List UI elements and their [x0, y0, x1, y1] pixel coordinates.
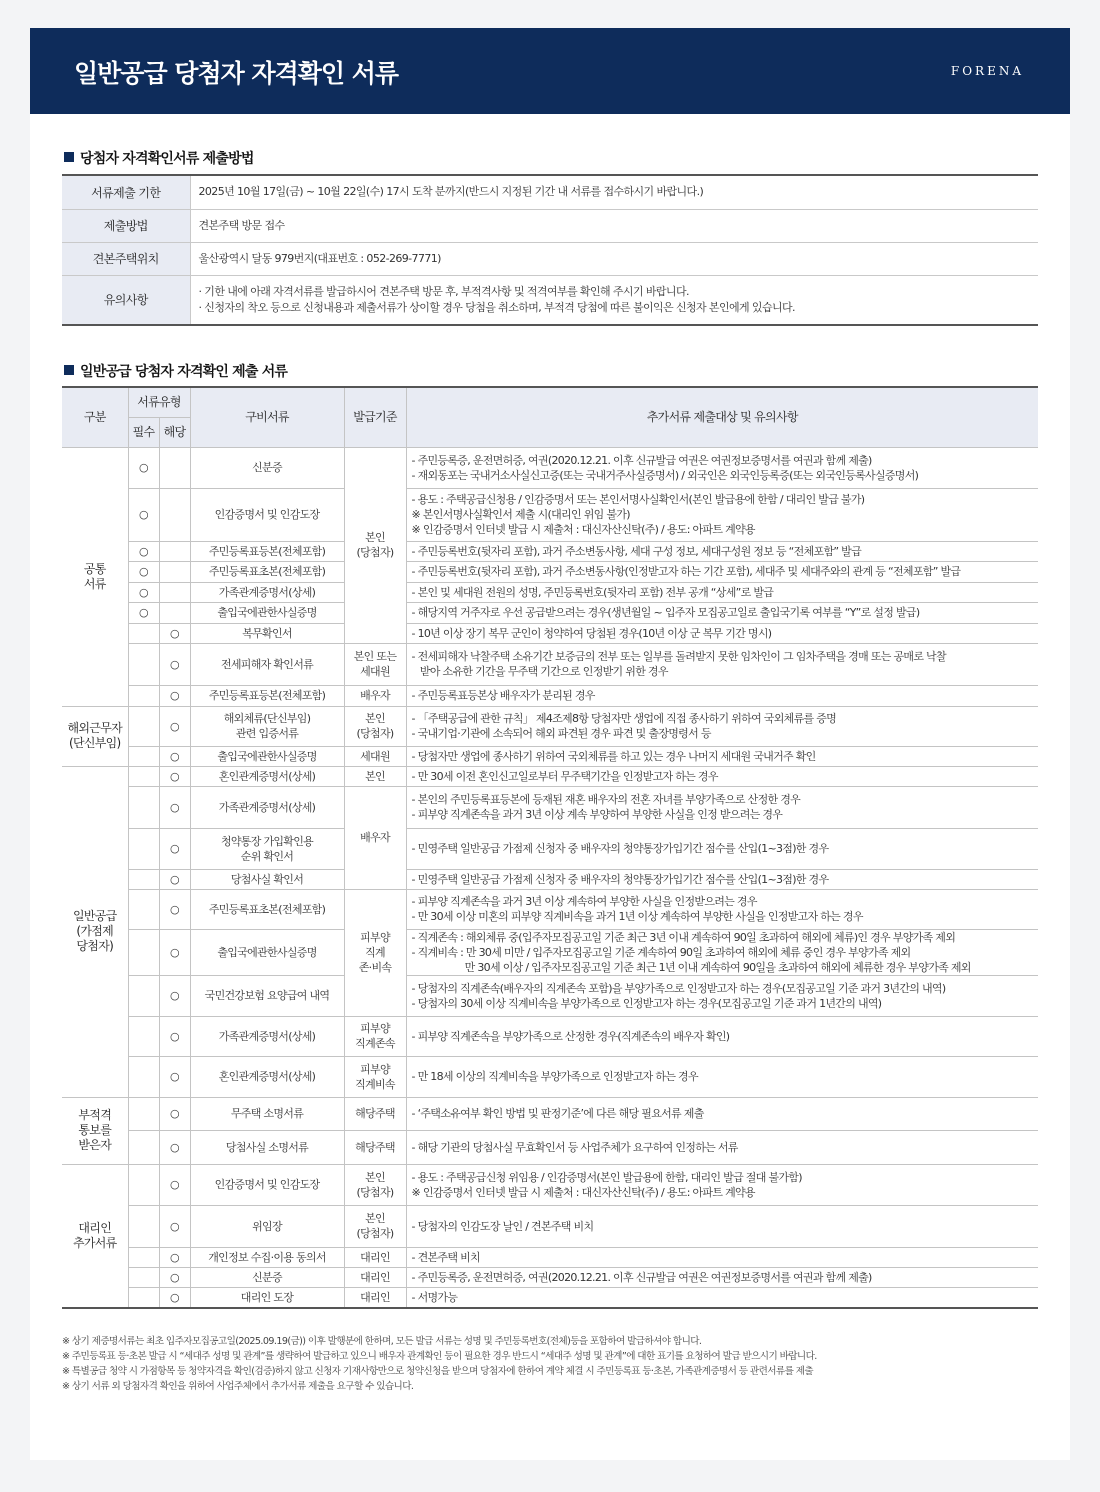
note-line: - 재외동포는 국내거소사실신고증(또는 국내거주사실증명서) / 외국인은 외국인등록증(또는 외국인등록사실증명서) [411, 468, 919, 482]
applicable-mark: ○ [159, 869, 190, 889]
required-documents-table [62, 386, 1038, 1309]
document-name: 위임장 [190, 1205, 344, 1247]
notes-cell [406, 541, 1038, 561]
applicable-mark: ○ [159, 1287, 190, 1308]
notes-cell [406, 643, 1038, 685]
applicable-mark: ○ [159, 643, 190, 685]
document-name: 혼인관계증명서(상세) [190, 1056, 344, 1097]
document-name: 해외체류(단신부임) 관련 입증서류 [190, 706, 344, 746]
submission-row-line: 견본주택 방문 접수 [198, 218, 285, 232]
applicable-mark: ○ [159, 1247, 190, 1267]
notes-cell [406, 1016, 1038, 1056]
submission-row-label: 서류제출 기한 [62, 175, 190, 209]
table-row [62, 1267, 1038, 1287]
required-mark [128, 1247, 159, 1267]
applicable-mark [159, 488, 190, 541]
notes-cell [406, 929, 1038, 975]
document-name: 국민건강보험 요양급여 내역 [190, 975, 344, 1016]
note-line: - 주민등록번호(뒷자리 포함), 과거 주소변동사항(인정받고자 하는 기간 포함), 세대주 및 세대주와의 관계 등 “전체포함” 발급 [411, 565, 961, 578]
note-line: - 당첨자만 생업에 종사하기 위하여 국외체류를 하고 있는 경우 나머지 세대원 국내거주 확인 [411, 749, 816, 763]
basis-cell: 배우자 [344, 786, 406, 889]
note-line: - 만 18세 이상의 직계비속을 부양가족으로 인정받고자 하는 경우 [411, 1070, 698, 1083]
footnote-line: ※ 상기 제증명서류는 최초 입주자모집공고일(2025.09.19(금)) 이후 발행분에 한하며, 모든 발급 서류는 성명 및 주민등록번호(전체)등을 포함하여 발급하셔야 합니다. [62, 1336, 702, 1347]
document-name: 혼인관계증명서(상세) [190, 766, 344, 786]
section-title-documents: 일반공급 당첨자 자격확인 제출 서류 [64, 361, 287, 381]
square-bullet-icon [64, 152, 74, 162]
basis-cell: 피부양 직계 존·비속 [344, 889, 406, 1016]
table-row [62, 786, 1038, 828]
table-row [62, 828, 1038, 869]
table-row [62, 1205, 1038, 1247]
note-line: - 「주택공급에 관한 규칙」 제4조제8항 당첨자만 생업에 직접 종사하기 위하여 국외체류를 증명 [411, 712, 837, 725]
submission-row-value [190, 209, 1038, 242]
applicable-mark [159, 602, 190, 623]
table-row [62, 623, 1038, 643]
notes-cell [406, 786, 1038, 828]
applicable-mark: ○ [159, 685, 190, 706]
notes-cell [406, 1247, 1038, 1267]
document-name: 청약통장 가입확인용 순위 확인서 [190, 828, 344, 869]
required-mark: ○ [128, 561, 159, 582]
note-line: - 본인의 주민등록표등본에 등재된 재혼 배우자의 전혼 자녀를 부양가족으로 산정한 경우 [411, 793, 801, 806]
applicable-mark: ○ [159, 1130, 190, 1164]
required-mark [128, 1016, 159, 1056]
basis-cell: 본인 또는 세대원 [344, 643, 406, 685]
footnote-line: ※ 특별공급 청약 시 가점항목 등 청약자격을 확인(검증)하지 않고 신청자 기재사항만으로 청약신청을 받으며 당첨자에 한하여 계약 체결 시 주민등록표 등·초본, 가족관계증명서 등 관련서류를 제출 [62, 1366, 814, 1377]
notes-cell [406, 561, 1038, 582]
basis-cell: 본인 [344, 766, 406, 786]
required-mark: ○ [128, 488, 159, 541]
note-line: - 만 30세 이상 미혼의 피부양 직계비속을 과거 1년 이상 계속하여 부양한 사실을 인정받고자 하는 경우 [411, 910, 863, 923]
required-mark [128, 685, 159, 706]
required-mark: ○ [128, 602, 159, 623]
applicable-mark [159, 561, 190, 582]
required-mark [128, 786, 159, 828]
applicable-mark [159, 447, 190, 488]
table-row [62, 1016, 1038, 1056]
basis-cell: 대리인 [344, 1267, 406, 1287]
square-bullet-icon [64, 365, 74, 375]
submission-row-line: · 신청자의 착오 등으로 신청내용과 제출서류가 상이할 경우 당첨을 취소하며, 부적격 당첨에 따른 불이익은 신청자 본인에게 있습니다. [198, 300, 795, 314]
note-line: - 주민등록증, 운전면허증, 여권(2020.12.21. 이후 신규발급 여권은 여권정보증명서를 여권과 함께 제출) [411, 453, 872, 467]
applicable-mark: ○ [159, 828, 190, 869]
group-cell-overseas: 해외근무자 (단신부임) [62, 706, 128, 766]
document-page [30, 28, 1070, 1460]
note-line: - 전세피해자 낙찰주택 소유기간 보증금의 전부 또는 일부를 돌려받지 못한 임차인이 그 임차주택을 경매 또는 공매로 낙찰 [411, 650, 946, 663]
required-mark [128, 828, 159, 869]
notes-cell [406, 766, 1038, 786]
note-line: - 국내기업·기관에 소속되어 해외 파견된 경우 파견 및 출장명령서 등 [411, 727, 711, 740]
note-line: - 피부양 직계존속을 과거 3년 이상 계속 부양하여 부양한 사실을 인정 받으려는 경우 [411, 808, 783, 821]
document-name: 복무확인서 [190, 623, 344, 643]
applicable-mark: ○ [159, 975, 190, 1016]
required-mark: ○ [128, 582, 159, 602]
applicable-mark: ○ [159, 1097, 190, 1130]
note-line: - 주민등록표등본상 배우자가 분리된 경우 [411, 689, 595, 702]
basis-cell: 본인 (당첨자) [344, 706, 406, 746]
note-line: - 10년 이상 장기 복무 군인이 청약하여 당첨된 경우(10년 이상 군 복무 기간 명시) [411, 626, 772, 640]
required-mark [128, 889, 159, 929]
note-line: - 견본주택 비치 [411, 1250, 480, 1264]
applicable-mark: ○ [159, 1164, 190, 1205]
applicable-mark: ○ [159, 1205, 190, 1247]
brand-logo: FORENA [950, 64, 1024, 78]
document-name: 가족관계증명서(상세) [190, 786, 344, 828]
document-name: 주민등록표초본(전체포함) [190, 889, 344, 929]
document-name: 당첨사실 확인서 [190, 869, 344, 889]
note-line: - 주민등록증, 운전면허증, 여권(2020.12.21. 이후 신규발급 여권은 여권정보증명서를 여권과 함께 제출) [411, 1270, 872, 1284]
applicable-mark: ○ [159, 1016, 190, 1056]
note-line: - ‘주택소유여부 확인 방법 및 판정기준’에 다른 해당 필요서류 제출 [411, 1107, 704, 1120]
table-row [62, 685, 1038, 706]
required-mark [128, 929, 159, 975]
notes-cell [406, 602, 1038, 623]
document-name: 무주택 소명서류 [190, 1097, 344, 1130]
document-name: 신분증 [190, 447, 344, 488]
note-line: - 만 30세 이전 혼인신고일로부터 무주택기간을 인정받고자 하는 경우 [411, 769, 718, 783]
notes-cell [406, 706, 1038, 746]
note-line: - 당첨자의 인감도장 날인 / 견본주택 비치 [411, 1219, 594, 1233]
notes-cell [406, 488, 1038, 541]
submission-row-line: 울산광역시 달동 979번지(대표번호 : 052-269-7771) [198, 251, 441, 265]
note-line: - 해당 기관의 당첨사실 무효확인서 등 사업주체가 요구하여 인정하는 서류 [411, 1140, 738, 1154]
table-row [62, 602, 1038, 623]
notes-cell [406, 623, 1038, 643]
document-name: 인감증명서 및 인감도장 [190, 488, 344, 541]
table-row [62, 706, 1038, 746]
submission-row [62, 175, 1038, 209]
note-line: - 피부양 직계존속을 부양가족으로 산정한 경우(직계존속의 배우자 확인) [411, 1029, 730, 1043]
applicable-mark [159, 582, 190, 602]
submission-row-label: 제출방법 [62, 209, 190, 242]
note-line: - 직계비속 : 만 30세 미만 / 입주자모집공고일 기준 계속하여 90일 초과하여 해외에 체류 중인 경우 부양가족 제외 [411, 945, 911, 959]
document-name: 출입국에관한사실증명 [190, 929, 344, 975]
page-title: 일반공급 당첨자 자격확인 서류 [74, 59, 399, 88]
document-name: 신분증 [190, 1267, 344, 1287]
notes-cell [406, 1130, 1038, 1164]
document-name: 주민등록표초본(전체포함) [190, 561, 344, 582]
footnote-line: ※ 상기 서류 외 당첨자격 확인을 위하여 사업주체에서 추가서류 제출을 요구할 수 있습니다. [62, 1381, 414, 1392]
required-mark [128, 1130, 159, 1164]
required-mark [128, 869, 159, 889]
note-line: - 직계존속 : 해외체류 중(입주자모집공고일 기준 최근 3년 이내 계속하여 90일 초과하여 해외에 체류)인 경우 부양가족 제외 [411, 930, 956, 944]
footnotes [62, 1334, 1062, 1394]
submission-row-value [190, 275, 1038, 325]
header-notes: 추가서류 제출대상 및 유의사항 [406, 387, 1038, 447]
notes-cell [406, 975, 1038, 1016]
document-name: 인감증명서 및 인감도장 [190, 1164, 344, 1205]
document-name: 대리인 도장 [190, 1287, 344, 1308]
header-required: 필수 [128, 417, 159, 447]
applicable-mark [159, 541, 190, 561]
note-line: ※ 인감증명서 인터넷 발급 시 제출처 : 대신자산신탁(주) / 용도: 아파트 계약용 [411, 1185, 755, 1199]
note-line: ※ 본인서명사실확인서 제출 시(대리인 위임 불가) [411, 508, 630, 521]
applicable-mark: ○ [159, 929, 190, 975]
applicable-mark: ○ [159, 766, 190, 786]
basis-cell: 본인 (당첨자) [344, 1164, 406, 1205]
table-row [62, 582, 1038, 602]
required-mark [128, 1164, 159, 1205]
required-mark [128, 975, 159, 1016]
applicable-mark: ○ [159, 1267, 190, 1287]
required-mark [128, 706, 159, 746]
table-row [62, 869, 1038, 889]
notes-cell [406, 1287, 1038, 1308]
table-row [62, 447, 1038, 488]
required-mark: ○ [128, 447, 159, 488]
basis-cell: 대리인 [344, 1287, 406, 1308]
header-group: 구분 [62, 387, 128, 447]
submission-row-label: 견본주택위치 [62, 242, 190, 275]
table-row [62, 561, 1038, 582]
notes-cell [406, 1205, 1038, 1247]
notes-cell [406, 1164, 1038, 1205]
applicable-mark: ○ [159, 889, 190, 929]
required-mark [128, 766, 159, 786]
table-row [62, 1164, 1038, 1205]
submission-row-line: · 기한 내에 아래 자격서류를 발급하시어 견본주택 방문 후, 부적격사항 및 적격여부를 확인해 주시기 바랍니다. [198, 284, 689, 298]
basis-cell: 본인 (당첨자) [344, 1205, 406, 1247]
table-row [62, 1287, 1038, 1308]
note-line: - 당첨자의 직계존속(배우자의 직계존속 포함)을 부양가족으로 인정받고자 하는 경우(모집공고일 기준 과거 3년간의 내역) [411, 981, 946, 995]
required-mark [128, 643, 159, 685]
note-line: - 당첨자의 30세 이상 직계비속을 부양가족으로 인정받고자 하는 경우(모집공고일 기준 과거 1년간의 내역) [411, 996, 882, 1010]
note-line: - 해당지역 거주자로 우선 공급받으려는 경우(생년월일 ~ 입주자 모집공고일로 출입국기록 여부를 “Y”로 설정 발급) [411, 606, 920, 619]
required-mark: ○ [128, 541, 159, 561]
note-line: - 본인 및 세대원 전원의 성명, 주민등록번호(뒷자리 포함) 전부 공개 “상세”로 발급 [411, 585, 774, 599]
basis-cell: 해당주택 [344, 1130, 406, 1164]
table-row [62, 1130, 1038, 1164]
title-banner [30, 28, 1070, 114]
notes-cell [406, 447, 1038, 488]
note-line: - 주민등록번호(뒷자리 포함), 과거 주소변동사항, 세대 구성 정보, 세대구성원 정보 등 “전체포함” 발급 [411, 544, 862, 558]
required-mark [128, 1205, 159, 1247]
note-line: - 민영주택 일반공급 가점제 신청자 중 배우자의 청약통장가입기간 점수를 산입(1~3점)한 경우 [411, 872, 829, 886]
submission-row-value [190, 242, 1038, 275]
table-row [62, 929, 1038, 975]
note-line: - 민영주택 일반공급 가점제 신청자 중 배우자의 청약통장가입기간 점수를 산입(1~3점)한 경우 [411, 842, 829, 855]
submission-row-line: 2025년 10월 17일(금) ~ 10월 22일(수) 17시 도착 분까지(반드시 지정된 기간 내 서류를 접수하시기 바랍니다.) [198, 185, 704, 199]
table-row [62, 889, 1038, 929]
required-mark [128, 1097, 159, 1130]
notes-cell [406, 685, 1038, 706]
table-row [62, 746, 1038, 766]
submission-row-value [190, 175, 1038, 209]
submission-row [62, 209, 1038, 242]
notes-cell [406, 746, 1038, 766]
table-row [62, 975, 1038, 1016]
submission-row [62, 275, 1038, 325]
basis-cell: 본인 (당첨자) [344, 447, 406, 643]
note-line: - 서명가능 [411, 1290, 458, 1304]
required-mark [128, 1056, 159, 1097]
basis-cell: 배우자 [344, 685, 406, 706]
section-title-submission: 당첨자 자격확인서류 제출방법 [64, 148, 254, 168]
submission-row [62, 242, 1038, 275]
note-line: ※ 인감증명서 인터넷 발급 시 제출처 : 대신자산신탁(주) / 용도: 아파트 계약용 [411, 523, 755, 536]
header-docs: 구비서류 [190, 387, 344, 447]
notes-cell [406, 582, 1038, 602]
group-cell-general: 일반공급 (가점제 당첨자) [62, 766, 128, 1097]
document-name: 출입국에관한사실증명 [190, 746, 344, 766]
header-basis: 발급기준 [344, 387, 406, 447]
header-doc-type: 서류유형 [128, 387, 190, 417]
required-mark [128, 1287, 159, 1308]
table-row [62, 1056, 1038, 1097]
document-name: 출입국에관한사실증명 [190, 602, 344, 623]
applicable-mark: ○ [159, 746, 190, 766]
document-name: 주민등록표등본(전체포함) [190, 685, 344, 706]
applicable-mark: ○ [159, 786, 190, 828]
note-line: - 용도 : 주택공급신청 위임용 / 인감증명서(본인 발급용에 한함, 대리인 발급 절대 불가함) [411, 1170, 802, 1184]
note-line: - 용도 : 주택공급신청용 / 인감증명서 또는 본인서명사실확인서(본인 발급용에 한함 / 대리인 발급 불가) [411, 493, 865, 506]
table-row [62, 1097, 1038, 1130]
document-name: 가족관계증명서(상세) [190, 1016, 344, 1056]
submission-method-table [62, 174, 1038, 326]
basis-cell: 세대원 [344, 746, 406, 766]
group-cell-ineligible: 부적격 통보를 받은자 [62, 1097, 128, 1164]
applicable-mark: ○ [159, 706, 190, 746]
table-row [62, 643, 1038, 685]
note-line: 만 30세 이상 / 입주자모집공고일 기준 최근 1년 이내 계속하여 90일을 초과하여 해외에 체류한 경우 부양가족 제외 [411, 960, 971, 974]
required-mark [128, 1267, 159, 1287]
table-row [62, 488, 1038, 541]
applicable-mark: ○ [159, 623, 190, 643]
notes-cell [406, 1097, 1038, 1130]
header-applicable: 해당 [159, 417, 190, 447]
document-name: 개인정보 수집·이용 동의서 [190, 1247, 344, 1267]
basis-cell: 해당주택 [344, 1097, 406, 1130]
applicable-mark: ○ [159, 1056, 190, 1097]
basis-cell: 대리인 [344, 1247, 406, 1267]
group-cell-proxy: 대리인 추가서류 [62, 1164, 128, 1308]
basis-cell: 피부양 직계비속 [344, 1056, 406, 1097]
notes-cell [406, 1056, 1038, 1097]
note-line: 받아 소유한 기간을 무주택 기간으로 인정받기 위한 경우 [411, 665, 668, 678]
group-cell-common: 공통 서류 [62, 447, 128, 706]
table-row [62, 1247, 1038, 1267]
notes-cell [406, 869, 1038, 889]
document-name: 전세피해자 확인서류 [190, 643, 344, 685]
submission-row-label: 유의사항 [62, 275, 190, 325]
document-name: 주민등록표등본(전체포함) [190, 541, 344, 561]
basis-cell: 피부양 직계존속 [344, 1016, 406, 1056]
required-mark [128, 746, 159, 766]
notes-cell [406, 889, 1038, 929]
table-row [62, 766, 1038, 786]
footnote-line: ※ 주민등록표 등·초본 발급 시 “세대주 성명 및 관계”를 생략하여 발급하고 있으니 배우자 관계확인 등이 필요한 경우 반드시 “세대주 성명 및 관계”에 대한 표기를 요청하여 발급 받으시기 바랍니다. [62, 1351, 817, 1362]
notes-cell [406, 828, 1038, 869]
table-row [62, 541, 1038, 561]
document-name: 당첨사실 소명서류 [190, 1130, 344, 1164]
required-mark [128, 623, 159, 643]
note-line: - 피부양 직계존속을 과거 3년 이상 계속하여 부양한 사실을 인정받으려는 경우 [411, 895, 757, 908]
document-name: 가족관계증명서(상세) [190, 582, 344, 602]
notes-cell [406, 1267, 1038, 1287]
